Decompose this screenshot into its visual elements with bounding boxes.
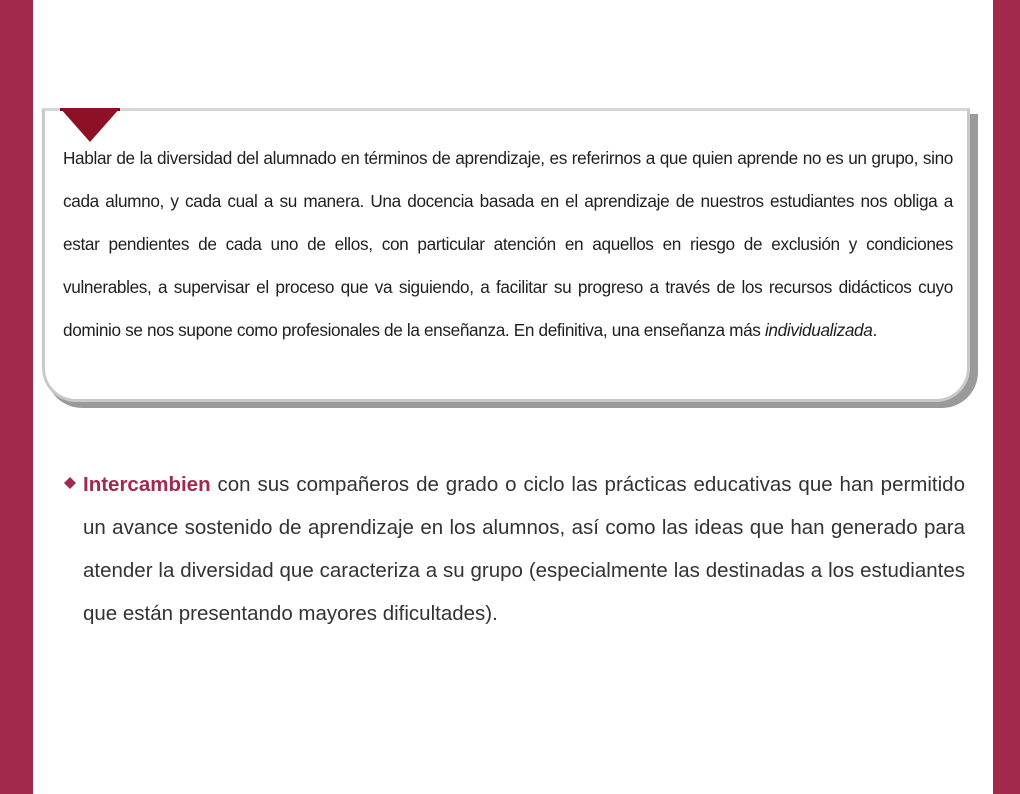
callout-text-main: Hablar de la diversidad del alumnado en términos de aprendizaje, es referirnos a que quien aprende no es un grupo, sino cada alumno, y cada cual a su manera. Una docencia basada en el aprendizaje de nuestros estudiantes nos obliga a estar pendientes de cada uno de ellos, con particular atención en aquellos en riesgo de exclusión y condiciones vulnerables, a supervisar el proceso que va siguiendo, a facilitar su progreso a través de los recursos didácticos cuyo dominio se nos supone como profesionales de la enseñanza. En definitiva, una enseñanza más bbox=[63, 148, 953, 340]
bullet-text: con sus compañeros de grado o ciclo las prácticas educativas que han permitido un avance sostenido de aprendizaje en los alumnos, así como las ideas que han generado para atender la diversidad que caracteriza a su grupo (especialmente las destinadas a los estudiantes que están presentando mayores dificultades). bbox=[83, 473, 965, 625]
callout-text-emphasis: individualizada bbox=[764, 320, 873, 340]
bullet-paragraph bbox=[83, 463, 965, 635]
callout-text-end: . bbox=[872, 320, 877, 340]
left-accent-bar bbox=[0, 0, 33, 794]
right-accent-bar bbox=[993, 0, 1020, 794]
bullet-keyword: Intercambien bbox=[83, 473, 211, 496]
diamond-bullet-icon bbox=[64, 477, 76, 489]
callout-paragraph bbox=[63, 137, 953, 352]
